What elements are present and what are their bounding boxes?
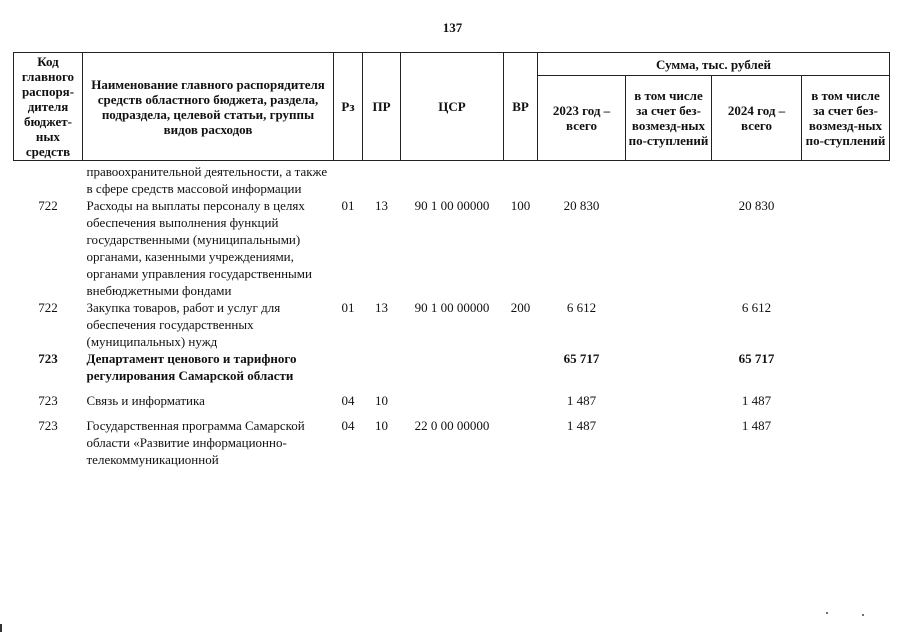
cell-vr: 100 — [510, 198, 531, 213]
cell-pr — [363, 350, 401, 392]
cell-vr — [504, 392, 538, 417]
header-incl-2024: в том числе за счет без-возмезд-ных по-ступлений — [802, 76, 890, 161]
table-row — [14, 392, 890, 417]
header-sum-2024: 2024 год – всего — [712, 76, 802, 161]
cell-sum-2023 — [538, 161, 626, 198]
cell-rz: 04 — [341, 393, 355, 408]
cell-rz: 01 — [341, 198, 355, 213]
cell-incl-2024 — [802, 392, 890, 417]
table-row — [14, 197, 890, 299]
table-row — [14, 417, 890, 468]
cell-sum-2023: 6 612 — [566, 300, 597, 315]
cell-incl-2023 — [626, 161, 712, 198]
cell-sum-2024: 1 487 — [741, 393, 772, 408]
cell-sum-2023: 1 487 — [566, 393, 597, 408]
cell-sum-2023: 1 487 — [566, 418, 597, 433]
cell-csr — [401, 161, 504, 198]
cell-name: Департамент ценового и тарифного регулирования Самарской области — [86, 351, 297, 383]
cell-rz: 01 — [341, 300, 355, 315]
cell-csr — [401, 392, 504, 417]
header-name: Наименование главного распорядителя средств областного бюджета, раздела, подраздела, целевой статьи, группы видов расходов — [83, 53, 334, 161]
cell-code: 723 — [38, 351, 58, 366]
cell-name: Расходы на выплаты персоналу в целях обеспечения выполнения функций государственными (муниципальными) органами, казенными учреждениями, органами управления государственными внебюджетными фондами — [86, 198, 312, 298]
scan-edge-mark — [0, 624, 2, 632]
cell-pr: 10 — [375, 418, 388, 433]
cell-incl-2024 — [802, 350, 890, 392]
cell-csr: 90 1 00 00000 — [414, 300, 490, 315]
cell-vr — [504, 161, 538, 198]
cell-code: 723 — [38, 418, 58, 433]
table-row — [14, 299, 890, 350]
scan-dot-mark — [826, 612, 828, 614]
cell-vr — [504, 350, 538, 392]
cell-sum-2023: 65 717 — [563, 351, 600, 366]
cell-incl-2023 — [626, 299, 712, 350]
cell-rz — [334, 350, 363, 392]
cell-pr: 13 — [375, 300, 388, 315]
cell-incl-2024 — [802, 197, 890, 299]
cell-name: Государственная программа Самарской области «Развитие информационно-телекоммуникационной — [86, 418, 305, 467]
table-body — [14, 161, 890, 469]
cell-code: 722 — [38, 198, 58, 213]
header-sum: Сумма, тыс. рублей — [538, 53, 890, 76]
cell-pr: 10 — [375, 393, 388, 408]
cell-incl-2024 — [802, 299, 890, 350]
cell-incl-2024 — [802, 417, 890, 468]
cell-sum-2023: 20 830 — [563, 198, 600, 213]
table-header — [14, 53, 890, 161]
cell-rz: 04 — [341, 418, 355, 433]
cell-sum-2024: 1 487 — [741, 418, 772, 433]
cell-code: 723 — [38, 393, 58, 408]
cell-csr: 90 1 00 00000 — [414, 198, 490, 213]
table-row — [14, 350, 890, 392]
header-sum-2023: 2023 год – всего — [538, 76, 626, 161]
cell-sum-2024: 20 830 — [738, 198, 775, 213]
cell-pr — [363, 161, 401, 198]
cell-pr: 13 — [375, 198, 388, 213]
cell-incl-2024 — [802, 161, 890, 198]
cell-vr — [504, 417, 538, 468]
cell-code — [14, 161, 83, 198]
cell-name: Закупка товаров, работ и услуг для обеспечения государственных (муниципальных) нужд — [86, 300, 281, 349]
page-number: 137 — [442, 20, 463, 35]
header-pr: ПР — [363, 53, 401, 161]
header-rz: Рз — [334, 53, 363, 161]
header-vr: ВР — [504, 53, 538, 161]
budget-table — [13, 52, 890, 468]
cell-csr: 22 0 00 00000 — [414, 418, 490, 433]
cell-sum-2024: 6 612 — [741, 300, 772, 315]
cell-incl-2023 — [626, 417, 712, 468]
cell-incl-2023 — [626, 197, 712, 299]
scan-dot-mark — [862, 614, 864, 616]
header-code: Код главного распоря-дителя бюджет-ных средств — [14, 53, 83, 161]
cell-vr: 200 — [510, 300, 531, 315]
cell-rz — [334, 161, 363, 198]
cell-incl-2023 — [626, 392, 712, 417]
cell-name: Связь и информатика — [86, 393, 205, 408]
cell-sum-2024 — [712, 161, 802, 198]
cell-code: 722 — [38, 300, 58, 315]
cell-name: правоохранительной деятельности, а также в сфере средств массовой информации — [86, 164, 328, 196]
header-csr: ЦСР — [401, 53, 504, 161]
cell-sum-2024: 65 717 — [738, 351, 775, 366]
cell-csr — [401, 350, 504, 392]
table-row — [14, 161, 890, 198]
cell-incl-2023 — [626, 350, 712, 392]
header-incl-2023: в том числе за счет без-возмезд-ных по-ступлений — [626, 76, 712, 161]
